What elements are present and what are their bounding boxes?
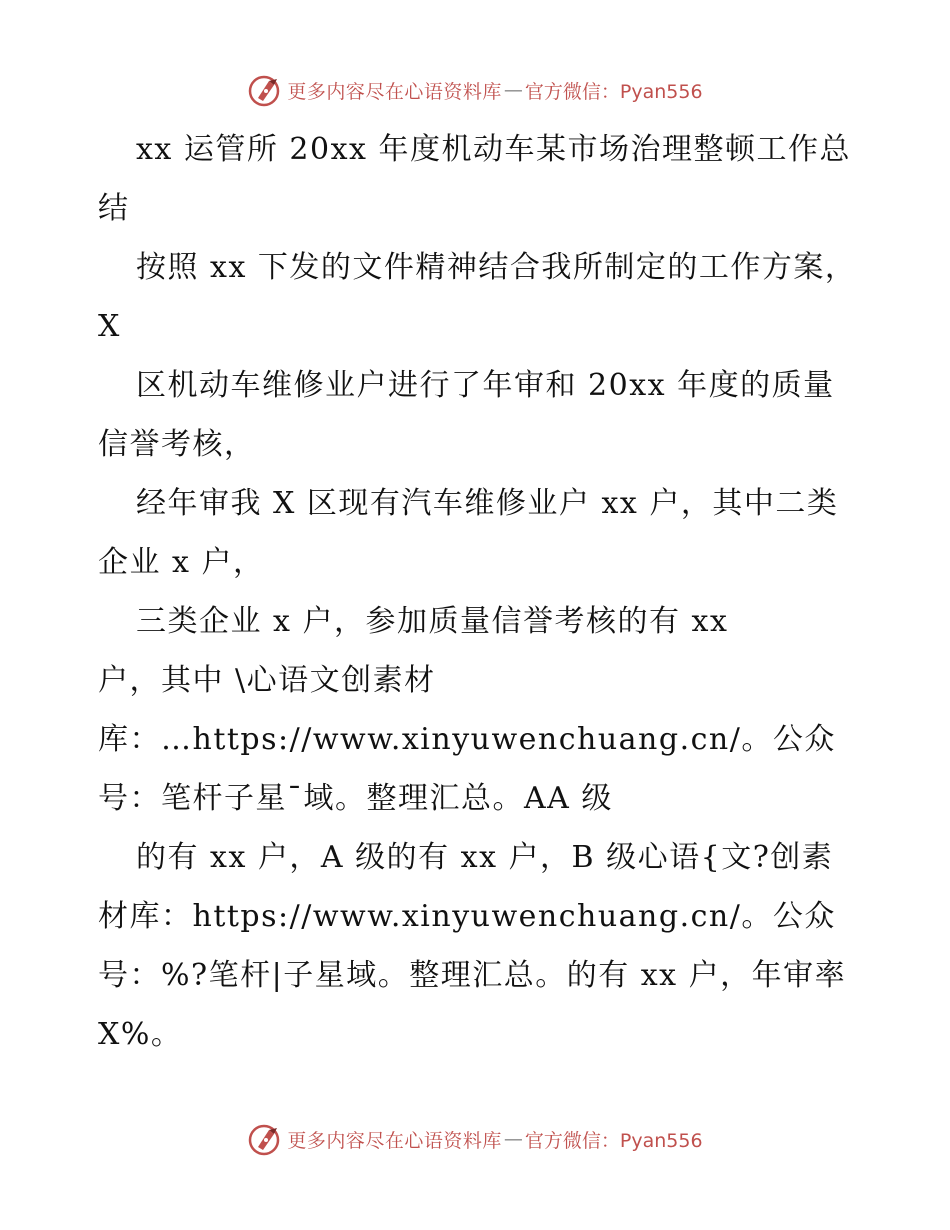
- banner-separator: —: [503, 1128, 523, 1150]
- banner-contact: 官方微信：Pyan556: [524, 1129, 703, 1152]
- paragraph: 库：…https://www.xinyuwenchuang.cn/。公众号：笔杆子星¯域。整理汇总。AA 级: [98, 722, 836, 816]
- banner-separator: —: [503, 79, 523, 101]
- paragraph: 三类企业 x 户，参加质量信誉考核的有 xx: [136, 604, 729, 639]
- paragraph: 区机动车维修业户进行了年审和 20xx 年度的质量信誉考核，: [98, 368, 835, 462]
- paragraph: 经年审我 X 区现有汽车维修业户 xx 户，其中二类企业 x 户，: [98, 486, 839, 580]
- banner-contact: 官方微信：Pyan556: [524, 80, 703, 103]
- footer-banner: [0, 1119, 950, 1159]
- header-banner: [0, 70, 950, 110]
- document-title: xx 运管所 20xx 年度机动车某市场治理整顿工作总结: [98, 132, 851, 226]
- banner-text: 更多内容尽在心语资料库: [287, 80, 502, 103]
- pen-nib-logo-icon: [247, 1121, 283, 1157]
- document-body: [98, 120, 858, 1064]
- pen-nib-logo-icon: [247, 72, 283, 108]
- paragraph: 的有 xx 户，A 级的有 xx 户，B 级心语{文?创素材库：https://www.xinyuwenchuang.cn/。公众号：%?笔杆|子星域。整理汇总。的有 xx 户，年审率 X%。: [98, 840, 858, 1052]
- paragraph: 按照 xx 下发的文件精神结合我所制定的工作方案，X: [98, 250, 857, 344]
- banner-text: 更多内容尽在心语资料库: [287, 1129, 502, 1152]
- paragraph: 户，其中 \心语文创素材: [98, 663, 436, 698]
